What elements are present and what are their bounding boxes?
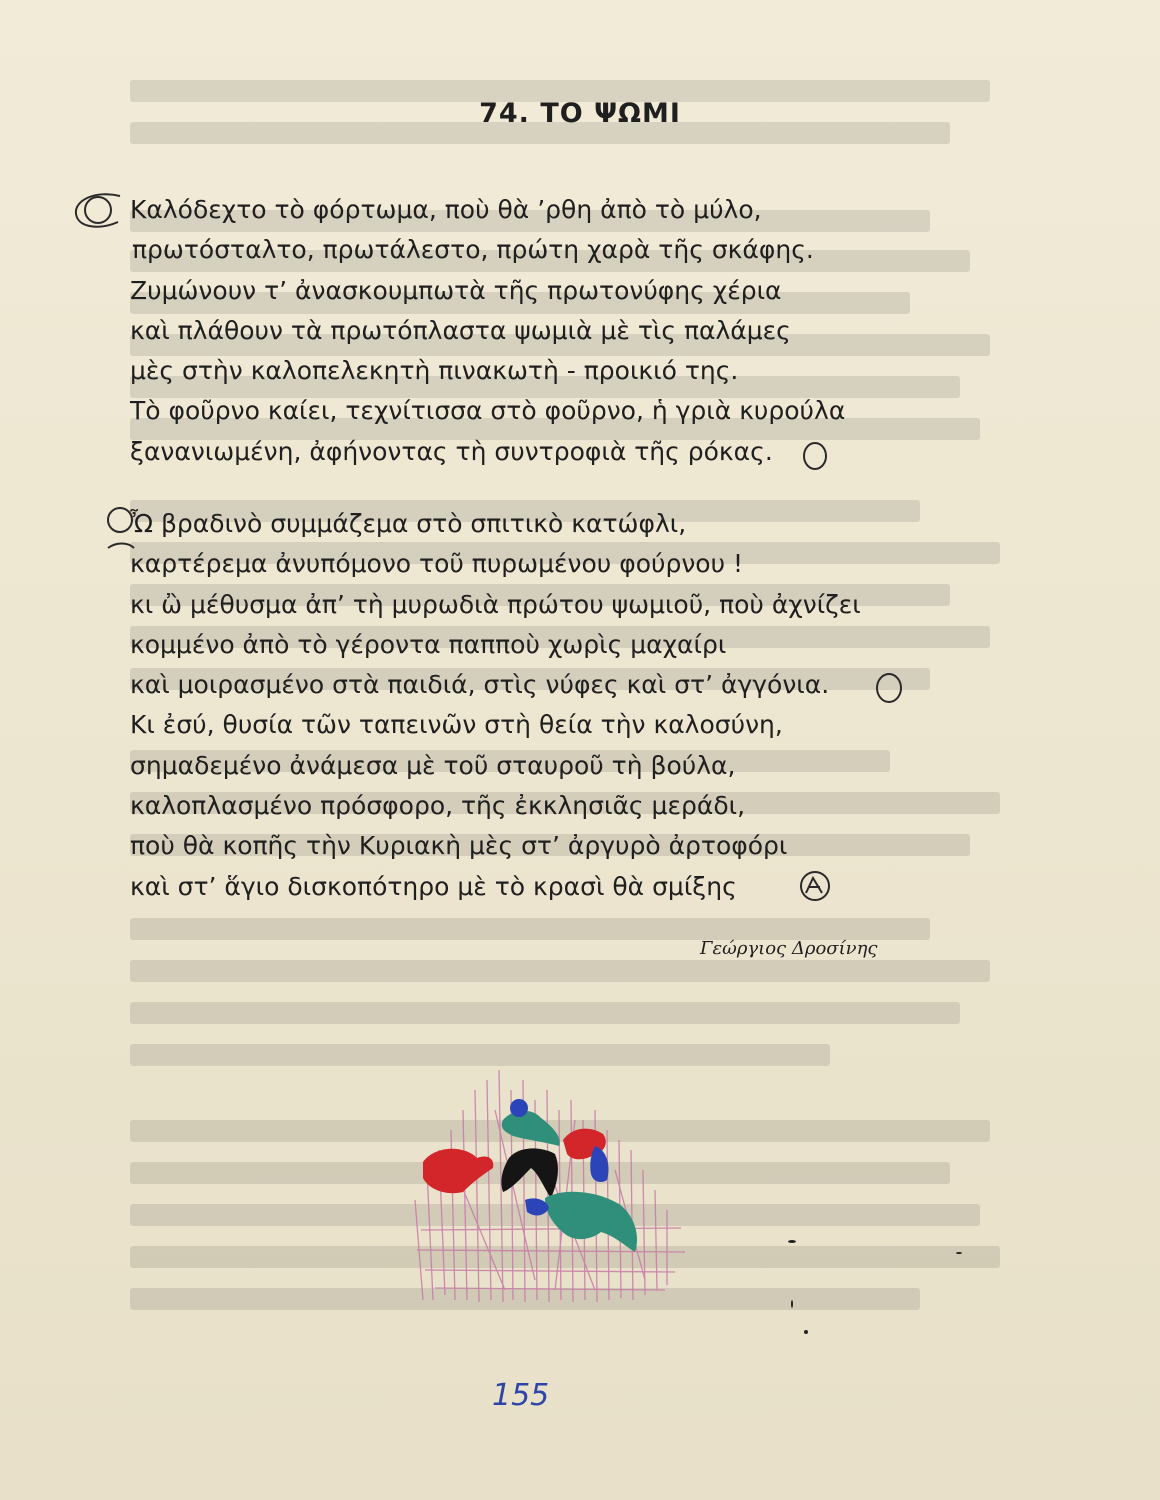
- poem-line: Τὸ φοῦρνο καίει, τεχνίτισσα στὸ φοῦρνο, ἡ γριὰ κυρούλα: [130, 396, 846, 426]
- poem-line: Ὦ βραδινὸ συμμάζεμα στὸ σπιτικὸ κατώφλι,: [130, 509, 687, 538]
- poem-line: κομμένο ἀπὸ τὸ γέροντα παπποὺ χωρὶς μαχαίρι: [130, 629, 727, 659]
- page-title: 74. ΤΟ ΨΩΜΙ: [479, 98, 681, 129]
- ink-speck: [804, 1330, 808, 1334]
- poem-line: ξανανιωμένη, ἀφήνοντας τὴ συντροφιὰ τῆς ρόκας.: [130, 436, 773, 466]
- poem-line: καὶ στ’ ἅγιο δισκοπότηρο μὲ τὸ κρασὶ θὰ σμίξης: [130, 871, 737, 901]
- poem-line: κι ὢ μέθυσμα ἀπ’ τὴ μυρωδιὰ πρώτου ψωμιοῦ, ποὺ ἀχνίζει: [130, 589, 861, 619]
- ink-speck: [791, 1300, 793, 1308]
- poem-line: καὶ μοιρασμένο στὰ παιδιά, στὶς νύφες καὶ στ’ ἀγγόνια.: [130, 670, 830, 700]
- ink-speck: [956, 1252, 962, 1254]
- harvest-illustration: [395, 1050, 695, 1310]
- author-signature: Γεώργιος Δροσίνης: [700, 938, 878, 959]
- page-number: 155: [492, 1378, 550, 1413]
- ink-speck: [788, 1240, 796, 1243]
- poem-line: σημαδεμένο ἀνάμεσα μὲ τοῦ σταυροῦ τὴ βούλα,: [130, 750, 736, 780]
- poem-line: καὶ πλάθουν τὰ πρωτόπλαστα ψωμιὰ μὲ τὶς παλάμες: [130, 315, 791, 345]
- poem-line: καρτέρεμα ἀνυπόμονο τοῦ πυρωμένου φούρνου !: [130, 549, 744, 579]
- poem-line: μὲς στὴν καλοπελεκητὴ πινακωτὴ - προικιό της.: [130, 356, 739, 386]
- poem-line: Καλόδεχτο τὸ φόρτωμα, ποὺ θὰ ’ρθη ἀπὸ τὸ μύλο,: [130, 195, 762, 224]
- poem-line: ποὺ θὰ κοπῆς τὴν Κυριακὴ μὲς στ’ ἀργυρὸ ἀρτοφόρι: [130, 831, 788, 861]
- poem-line: πρωτόσταλτο, πρωτάλεστο, πρώτη χαρὰ τῆς σκάφης.: [132, 235, 814, 265]
- poem-line: Ζυμώνουν τ’ ἀνασκουμπωτὰ τῆς πρωτονύφης χέρια: [130, 275, 782, 305]
- poem-line: καλοπλασμένο πρόσφορο, τῆς ἐκκλησιᾶς μεράδι,: [130, 791, 746, 821]
- poem-line: Κι ἐσύ, θυσία τῶν ταπεινῶν στὴ θεία τὴν καλοσύνη,: [130, 710, 783, 740]
